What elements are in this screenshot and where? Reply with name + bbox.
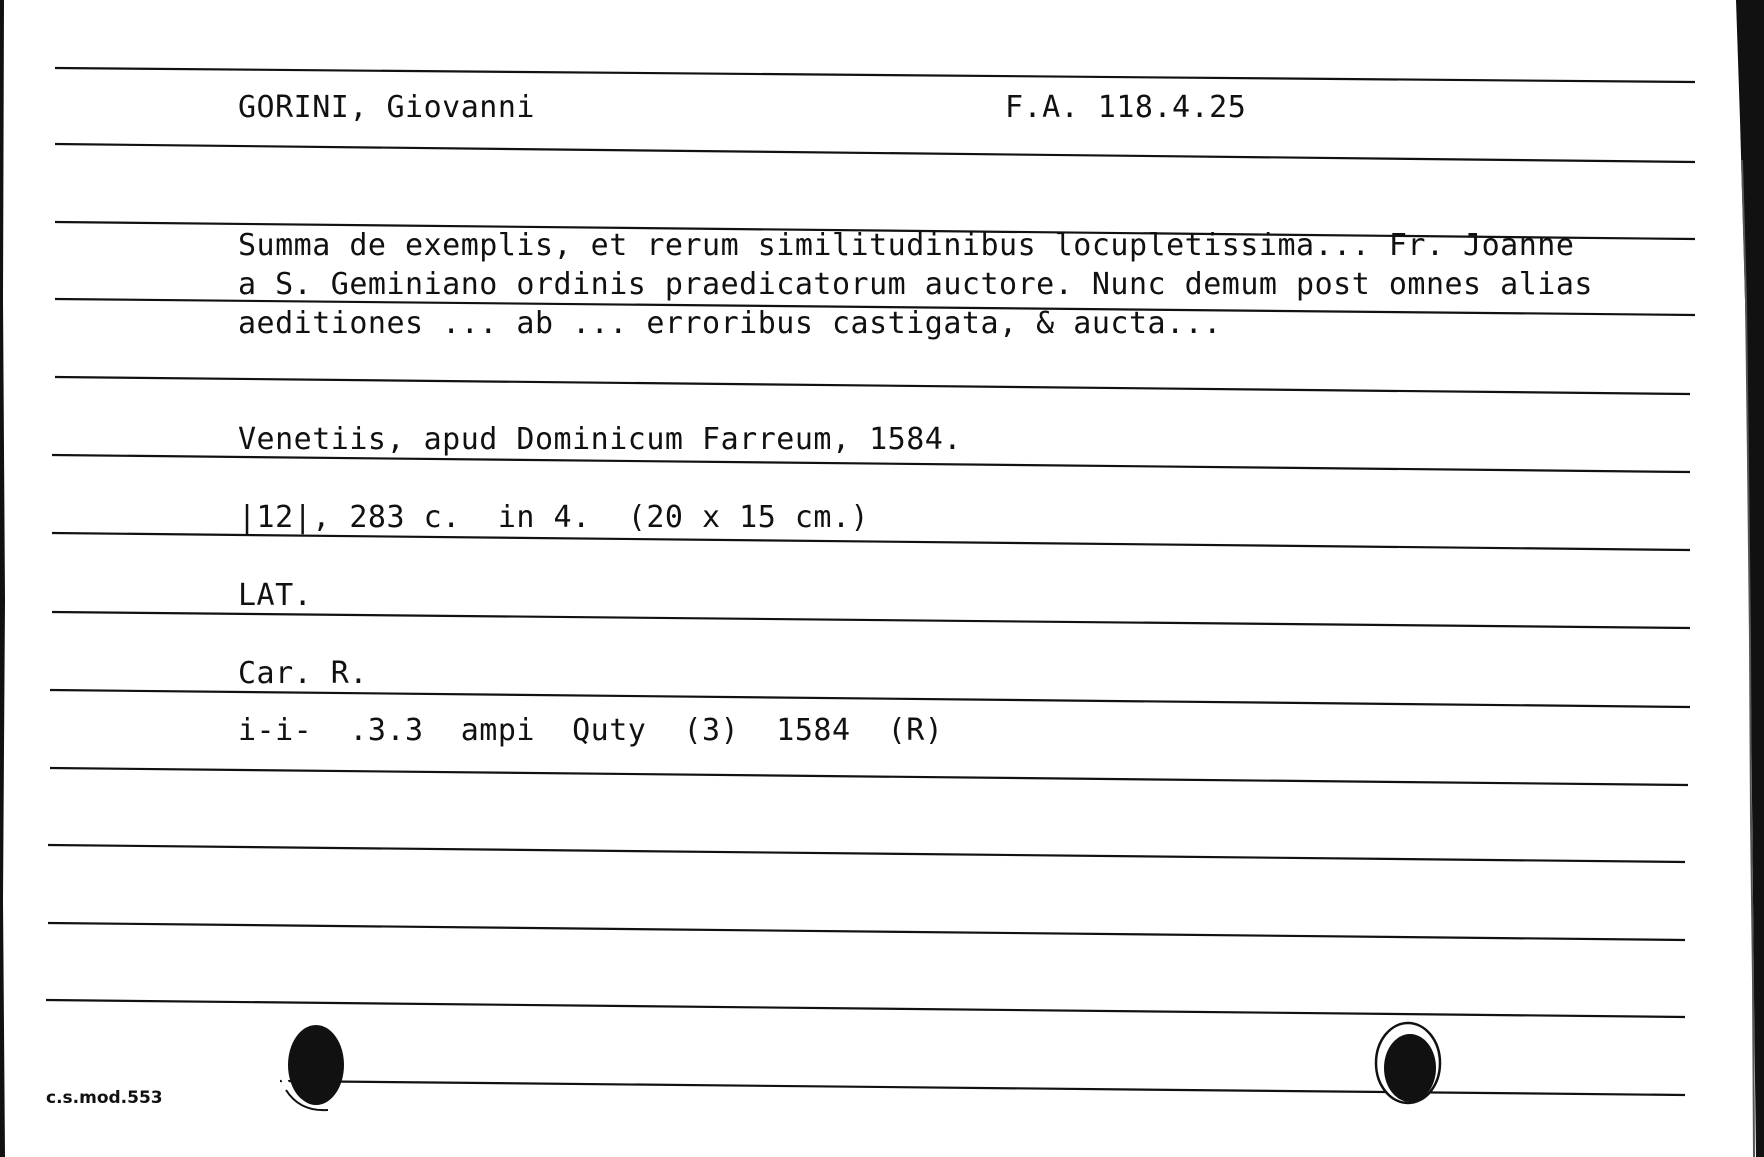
title-line-1: Summa de exemplis, et rerum similitudinibus locupletissima... Fr. Joanne: [238, 228, 1575, 263]
card-left-edge: [0, 0, 10, 1157]
imprint: Venetiis, apud Dominicum Farreum, 1584.: [238, 422, 962, 457]
rule-line: [280, 1081, 1685, 1095]
fingerprint: i-i- .3.3 ampi Quty (3) 1584 (R): [238, 713, 944, 748]
punch-hole-right: [1376, 1023, 1440, 1103]
note: Car. R.: [238, 656, 368, 691]
title-line-2: a S. Geminiano ordinis praedicatorum auctore. Nunc demum post omnes alias: [238, 267, 1593, 302]
rule-line: [55, 144, 1695, 162]
rule-line: [48, 845, 1685, 862]
punch-hole-left: [282, 1025, 344, 1112]
form-code: c.s.mod.553: [46, 1088, 163, 1108]
shelfmark: F.A. 118.4.25: [1005, 90, 1247, 125]
card-right-edge: [1724, 0, 1764, 1157]
rule-line: [48, 923, 1685, 940]
title-line-3: aeditiones ... ab ... erroribus castigata, & aucta...: [238, 306, 1222, 341]
collation: |12|, 283 c. in 4. (20 x 15 cm.): [238, 500, 870, 535]
author-heading: GORINI, Giovanni: [238, 90, 535, 125]
rule-line: [46, 1000, 1685, 1017]
language: LAT.: [238, 578, 313, 613]
rule-line: [50, 768, 1688, 785]
rule-line: [55, 377, 1690, 394]
rule-line: [55, 68, 1695, 82]
